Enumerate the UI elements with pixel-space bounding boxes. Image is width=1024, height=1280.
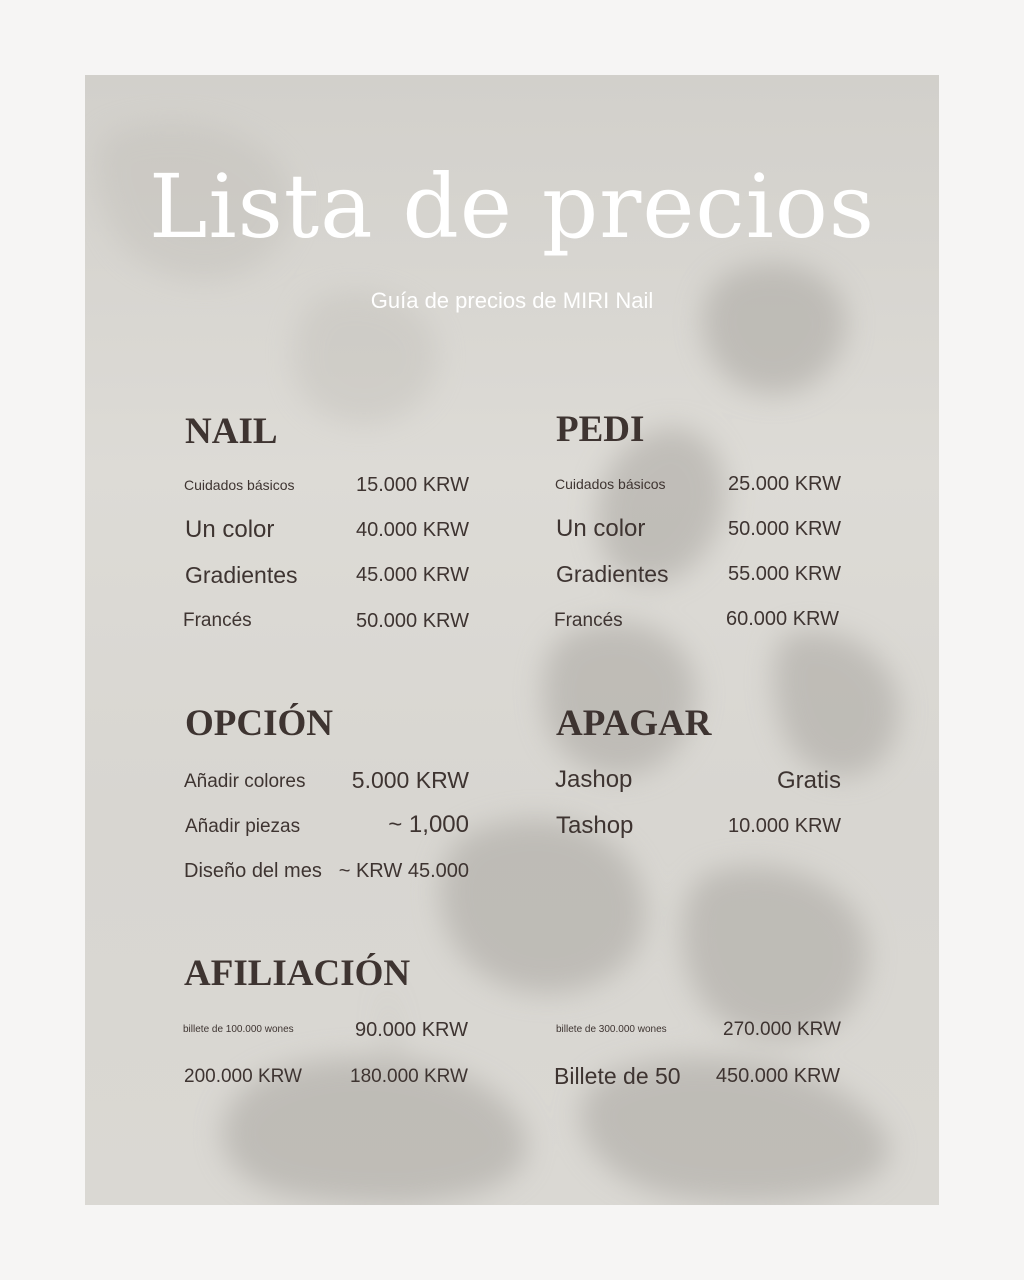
price-list-card — [85, 75, 939, 1205]
nail-item-price: 15.000 KRW — [355, 474, 469, 496]
nail-item-label: Francés — [183, 610, 252, 631]
afiliacion-item-label: billete de 300.000 wones — [556, 1024, 667, 1035]
page-subtitle: Guía de precios de MIRI Nail — [370, 288, 654, 313]
nail-item-price: 40.000 KRW — [355, 519, 469, 541]
pedi-item-price: 50.000 KRW — [727, 518, 841, 540]
nail-item-price: 45.000 KRW — [355, 564, 469, 586]
nail-item-label: Gradientes — [185, 562, 298, 588]
afiliacion-item-price: 450.000 KRW — [715, 1065, 840, 1087]
section-title-nail: NAIL — [185, 411, 278, 452]
pedi-item-label: Cuidados básicos — [555, 476, 666, 492]
nail-item-label: Un color — [185, 516, 275, 543]
opcion-item-label: Diseño del mes — [184, 860, 322, 882]
pedi-item-label: Francés — [554, 610, 623, 631]
opcion-item-price: 5.000 KRW — [351, 767, 469, 793]
opcion-item-label: Añadir piezas — [185, 816, 301, 837]
apagar-item-label: Jashop — [555, 766, 633, 793]
pedi-item-label: Gradientes — [556, 561, 669, 587]
afiliacion-item-price: 270.000 KRW — [723, 1019, 841, 1040]
pedi-item-label: Un color — [556, 515, 646, 542]
section-title-afiliacion: AFILIACIÓN — [184, 953, 411, 994]
apagar-item-price: Gratis — [776, 767, 841, 794]
afiliacion-item-label: Billete de 50 — [554, 1063, 681, 1089]
afiliacion-item-price: 180.000 KRW — [350, 1066, 468, 1087]
opcion-item-price: ~ 1,000 — [388, 811, 469, 838]
opcion-item-price: ~ KRW 45.000 — [338, 860, 469, 882]
section-title-pedi: PEDI — [556, 409, 645, 450]
nail-item-price: 50.000 KRW — [355, 610, 469, 632]
opcion-item-label: Añadir colores — [184, 771, 306, 792]
pedi-item-price: 55.000 KRW — [727, 563, 841, 585]
pedi-item-price: 60.000 KRW — [725, 608, 839, 630]
pedi-item-price: 25.000 KRW — [727, 473, 841, 495]
apagar-item-label: Tashop — [556, 812, 634, 839]
afiliacion-item-price: 90.000 KRW — [354, 1019, 468, 1041]
section-title-opcion: OPCIÓN — [185, 703, 333, 744]
apagar-item-price: 10.000 KRW — [727, 815, 841, 837]
nail-item-label: Cuidados básicos — [184, 477, 295, 493]
page-title: Lista de precios — [149, 155, 875, 258]
afiliacion-item-label: billete de 100.000 wones — [183, 1024, 294, 1035]
section-title-apagar: APAGAR — [556, 703, 712, 744]
afiliacion-item-label: 200.000 KRW — [184, 1066, 302, 1087]
